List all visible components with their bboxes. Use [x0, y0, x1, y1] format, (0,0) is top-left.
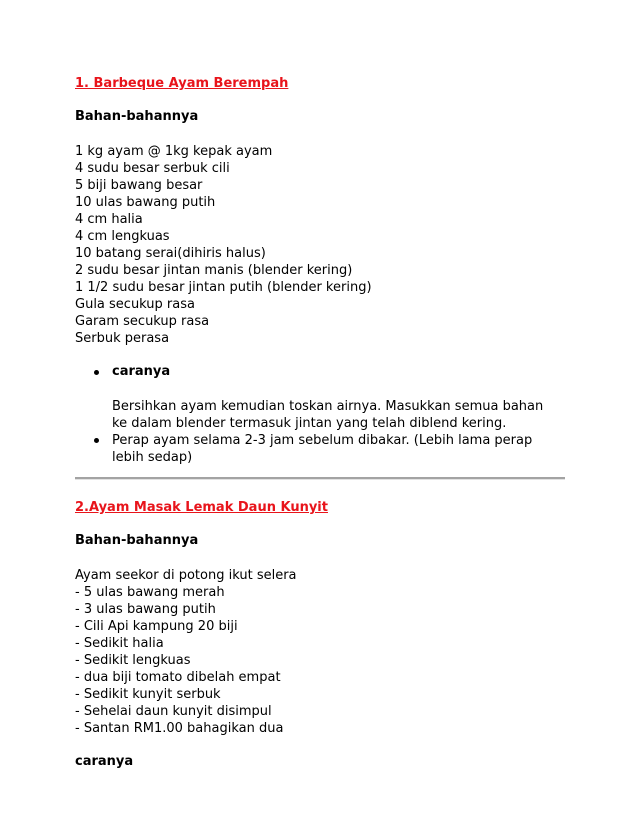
ingredient-line: Serbuk perasa [75, 331, 170, 346]
ingredient-line: - Sehelai daun kunyit disimpul [75, 704, 272, 719]
ingredient-line: - 5 ulas bawang merah [75, 585, 225, 600]
recipe-2-method-heading: caranya [75, 754, 134, 769]
recipe-2-ingredient-list [75, 567, 565, 737]
ingredient-line: 4 sudu besar serbuk cili [75, 161, 230, 176]
recipe-2-ingredients-heading: Bahan-bahannya [75, 533, 199, 548]
ingredient-line: 1 1/2 sudu besar jintan putih (blender kering) [75, 280, 372, 295]
ingredient-line: - dua biji tomato dibelah empat [75, 670, 281, 685]
method-list-item [75, 364, 565, 432]
ingredient-line: 10 ulas bawang putih [75, 195, 216, 210]
ingredient-line: 4 cm lengkuas [75, 229, 170, 244]
ingredient-line: - Sedikit halia [75, 636, 164, 651]
recipe-2-title[interactable]: 2.Ayam Masak Lemak Daun Kunyit [75, 500, 328, 515]
ingredient-line: - Sedikit lengkuas [75, 653, 191, 668]
recipe-1-ingredient-list [75, 143, 565, 347]
ingredient-line: - Cili Api kampung 20 biji [75, 619, 238, 634]
ingredient-line: 5 biji bawang besar [75, 178, 203, 193]
recipe-1-method-heading: caranya [112, 364, 171, 379]
method-list-item [75, 432, 565, 466]
ingredient-line: - 3 ulas bawang putih [75, 602, 216, 617]
document-page [75, 76, 565, 770]
method-step-text: Perap ayam selama 2-3 jam sebelum dibakar. (Lebih lama perap lebih sedap) [112, 433, 533, 465]
ingredient-line: 1 kg ayam @ 1kg kepak ayam [75, 144, 273, 159]
ingredient-line: 10 batang serai(dihiris halus) [75, 246, 266, 261]
recipe-1-ingredients-heading: Bahan-bahannya [75, 109, 199, 124]
ingredient-line: - Santan RM1.00 bahagikan dua [75, 721, 284, 736]
ingredient-line: Ayam seekor di potong ikut selera [75, 568, 297, 583]
bullet-icon [94, 438, 99, 443]
ingredient-line: Gula secukup rasa [75, 297, 195, 312]
ingredient-line: 2 sudu besar jintan manis (blender kering) [75, 263, 353, 278]
recipe-1-method-list [75, 364, 565, 466]
recipe-1-title[interactable]: 1. Barbeque Ayam Berempah [75, 76, 289, 91]
method-step-text: Bersihkan ayam kemudian toskan airnya. Masukkan semua bahan ke dalam blender termasuk jintan yang telah diblend kering. [112, 399, 544, 431]
bullet-icon [94, 370, 99, 375]
ingredient-line: - Sedikit kunyit serbuk [75, 687, 221, 702]
ingredient-line: 4 cm halia [75, 212, 143, 227]
ingredient-line: Garam secukup rasa [75, 314, 210, 329]
